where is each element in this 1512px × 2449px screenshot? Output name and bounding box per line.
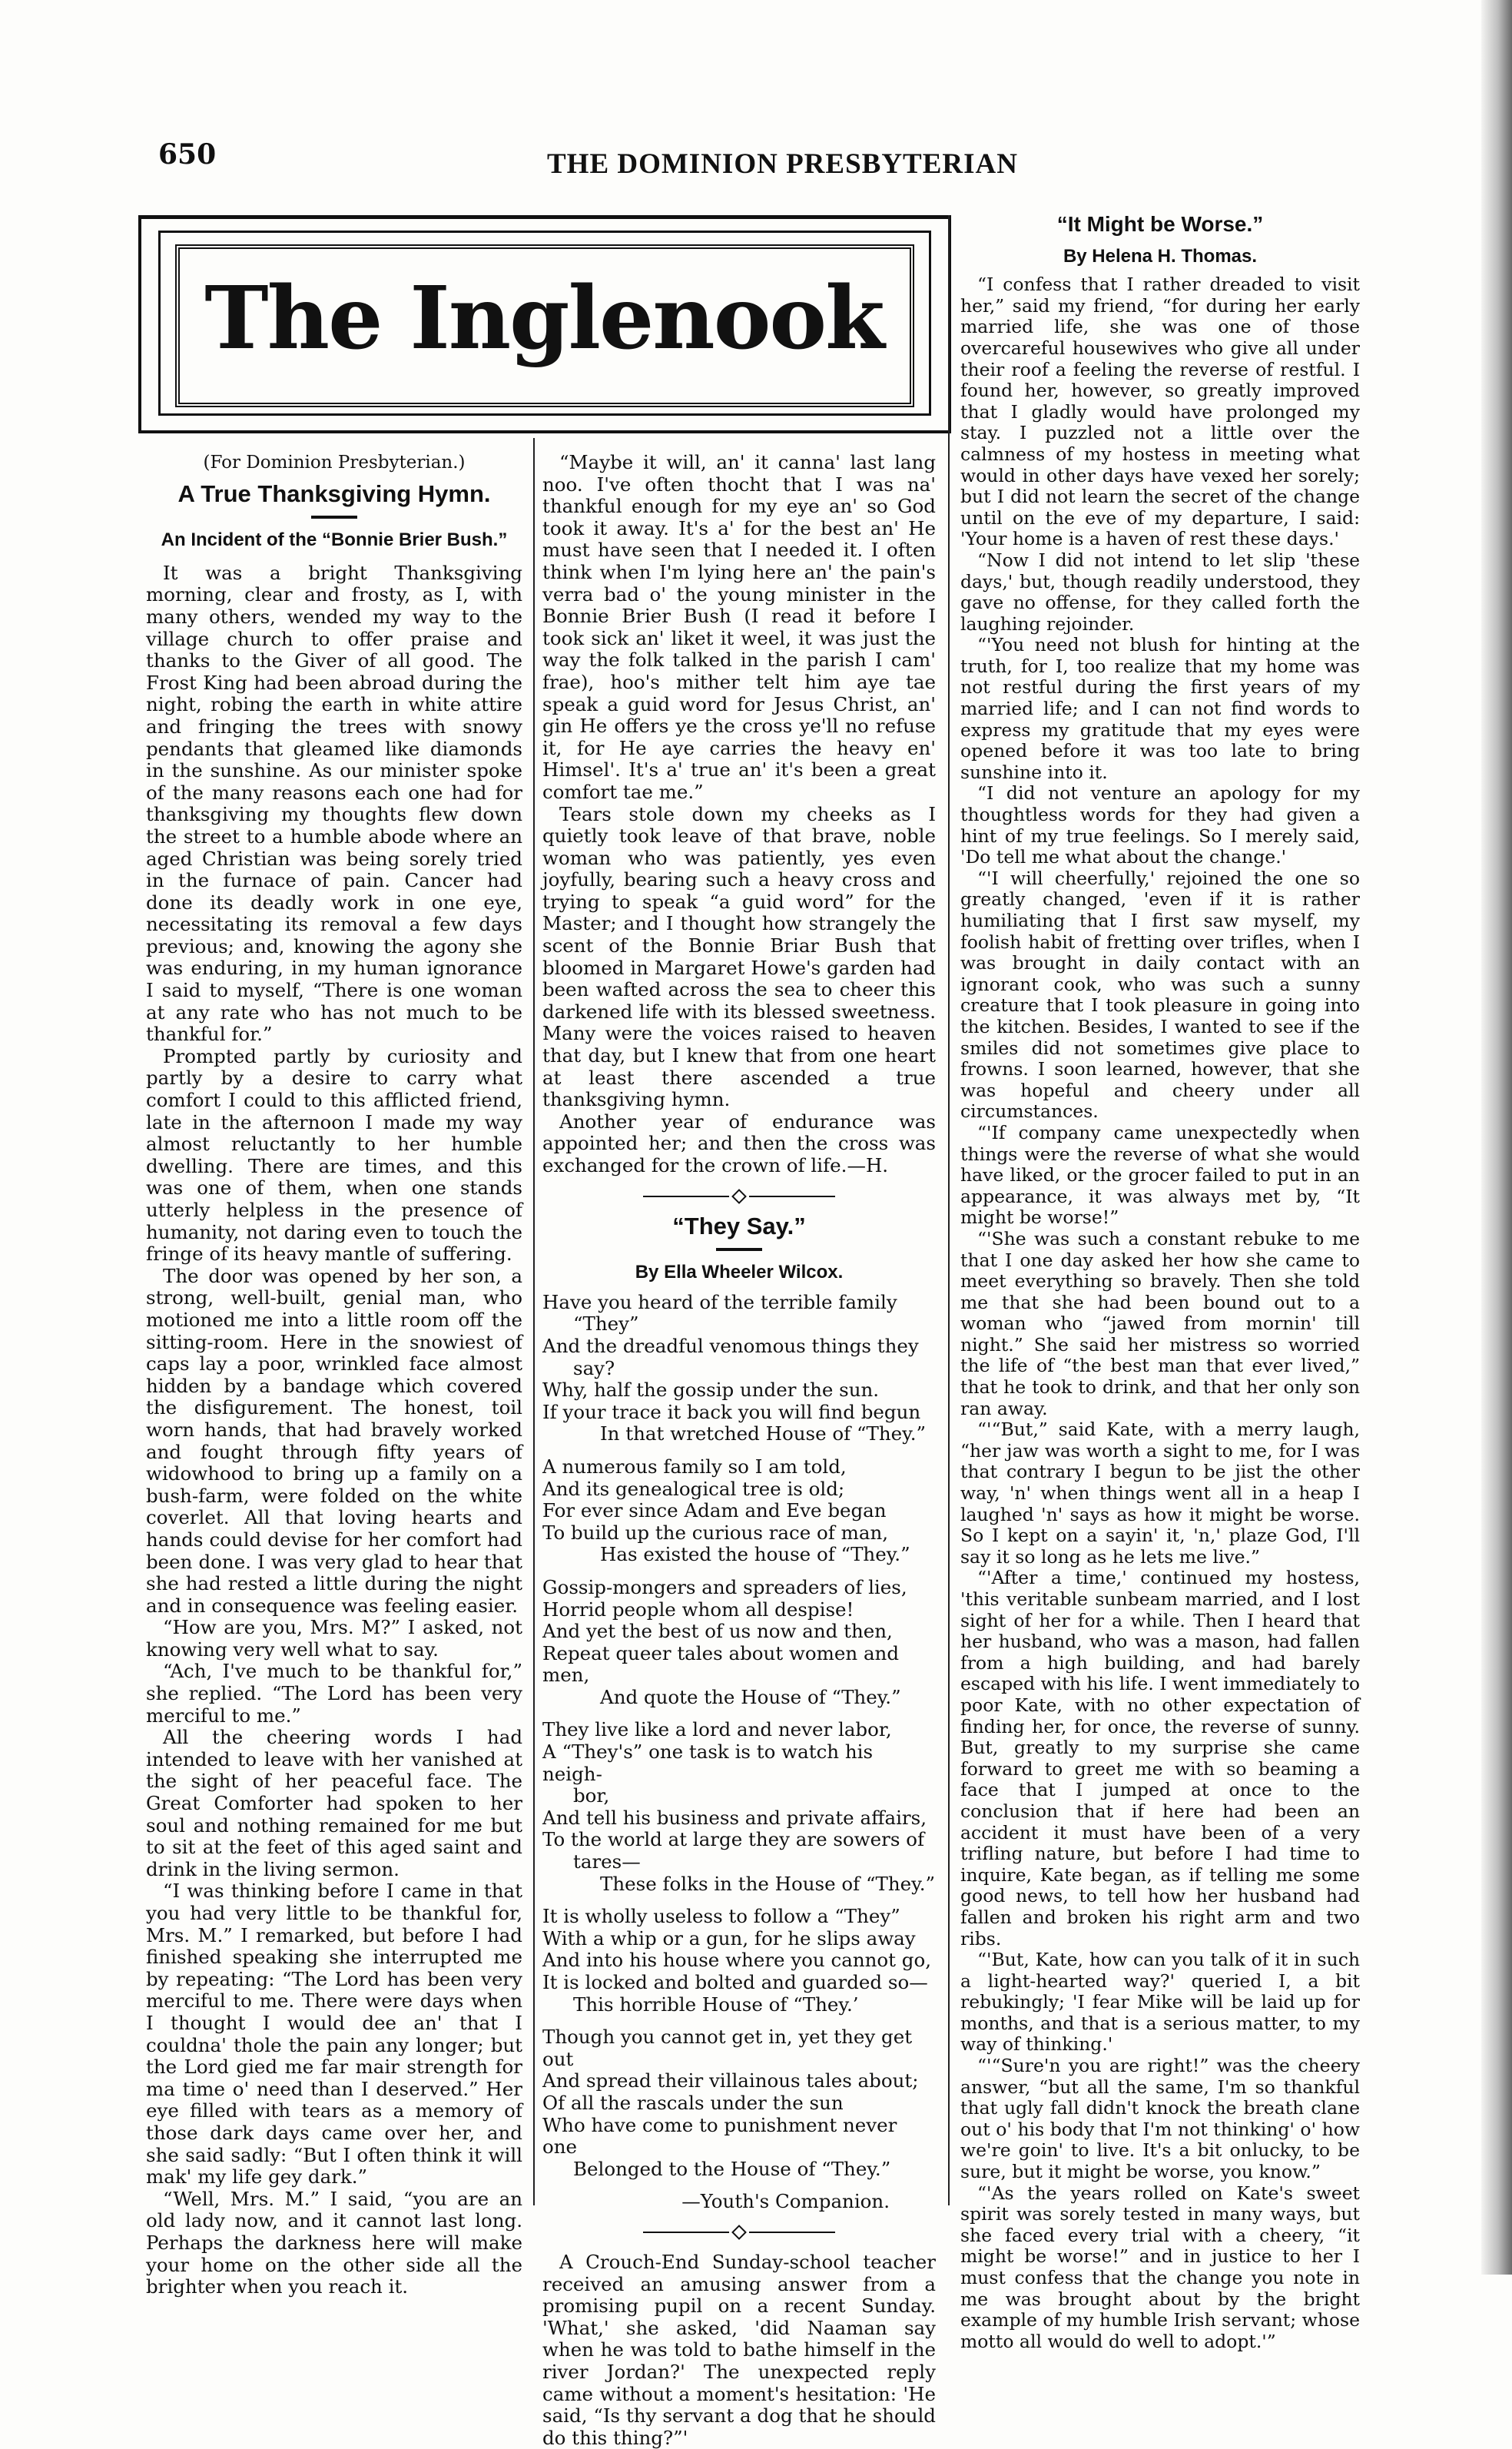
poem-line: Belonged to the House of “They.” [573, 2157, 891, 2180]
paragraph: It was a bright Thanksgiving morning, clear and frosty, as I, with many others, wended my way to the village church to offer praise and thanks to the Giver of all good. The Frost King had been abroad during the night, robing the earth in white attire and fringing the trees with snowy pendants that gleamed like diamonds in the sunshine. As our minister spoke of the many reasons each one had for thanksgiving my thoughts flew down the street to a humble abode where an aged Christian was being sorely tried in the furnace of pain. Cancer had done its deadly work in one eye, necessitating its removal a few days previous; and, knowing the agony she was enduring, in my human ignorance I said to myself, “There is one woman at any rate who has not much to be thankful for.” [146, 561, 522, 1046]
section-masthead: The Inglenook [204, 268, 884, 369]
paragraph: “'As the years rolled on Kate's sweet spirit was sorely tested in many ways, but she faced every trial with a cheery, “it might be worse!” and in justice to her I must confess that the change you note in me was brought about by the bright example of my humble Irish servant; whose motto all would do well to adopt.'” [960, 2182, 1360, 2352]
section-ornament [643, 2227, 835, 2238]
poem-line: And spread their villainous tales about; [542, 2069, 919, 2092]
article-title: “It Might be Worse.” [1056, 212, 1264, 236]
poem-line: tares— [573, 1850, 641, 1873]
paragraph: “'You need not blush for hinting at the truth, for I, too realize that my home was not restful during the first years of my married life; and I can not find words to express my gratitude that my eyes were opened before it was too late to bring sunshine into it. [960, 634, 1360, 783]
poem-line: This horrible House of “They.’ [573, 1993, 859, 2016]
paragraph: “'I will cheerfully,' rejoined the one so greatly changed, 'even if it is rather humiliating that I first saw myself, my foolish habit of fretting over trifles, when I was brought in daily contact with an ignorant cook, who was such a sunny creature that I took pleasure in going into the kitchen. Besides, I wanted to see if the smiles did not sometimes give place to frowns. I soon learned, however, that she was hopeful and cheery under all circumstances. [960, 867, 1360, 1123]
poem-line: Of all the rascals under the sun [542, 2091, 844, 2114]
paragraph: “'“Sure'n you are right!” was the cheery answer, “but all the same, I'm so thankful that ugly fall didn't knock the breath clane out o' his body that I'm not thinking' o' how we're goin' to live. It's a bit onlucky, to be sure, but it might be worse, you know.” [960, 2055, 1360, 2183]
article-credit: (For Dominion Presbyterian.) [203, 453, 466, 473]
article-subtitle: An Incident of the “Bonnie Brier Bush.” [161, 529, 508, 551]
paragraph: “Well, Mrs. M.” I said, “you are an old lady now, and it cannot last long. Perhaps the darkness here will make your home on the other side all the brighter when you reach it. [146, 2187, 522, 2298]
poem-title: “They Say.” [672, 1212, 806, 1239]
poem-attribution: —Youth's Companion. [681, 2190, 890, 2213]
poem-line: If your trace it back you will find begun [542, 1400, 921, 1423]
paragraph: The door was opened by her son, a strong, well-built, genial man, who motioned me into a little room off the sitting-room. Here in the snowiest of caps lay a poor, wrinkled face almost hidden by a bandage which covered the disfigurement. The honest, toil worn hands, that had bravely worked and fought through fifty years of widowhood to bring up a family on a bush-farm, were folded on the white coverlet. All that loving hearts and hands could devise for her comfort had been done. I was very glad to hear that she had rested a little during the night and in consequence was feeling easier. [146, 1264, 522, 1617]
poem-line: In that wretched House of “They.” [600, 1422, 927, 1445]
poem-line: And quote the House of “They.” [600, 1685, 901, 1708]
paragraph: “'She was such a constant rebuke to me that I one day asked her how she came to meet everything so bravely. Then she told me that she had been bound out to a woman who “jawed from mornin' till night.” She said her mistress so worried the life of “the best man that ever lived,” that he took to drink, and that her only son ran away. [960, 1227, 1360, 1419]
poem-stanza [542, 1456, 936, 1566]
poem-line: Has existed the house of “They.” [600, 1543, 910, 1566]
poem-line: They live like a lord and never labor, [542, 1718, 892, 1741]
poem-line: And the dreadful venomous things they [542, 1334, 919, 1357]
column-1 [146, 452, 522, 2298]
paragraph: “'“But,” said Kate, with a merry laugh, “her jaw was worth a sight to me, for I was that contrary I begun to be jist the other way, 'n' when things went all in a heap I laughed 'n' says as how it might be worse. So I kept on a sayin' it, 'n,' plaze God, I'll say it so long as he lets me live.” [960, 1419, 1360, 1568]
paragraph: Another year of endurance was appointed her; and then the cross was exchanged for the crown of life.—H. [542, 1110, 936, 1176]
column-rule [533, 438, 535, 2205]
column-3 [960, 209, 1360, 2352]
poem-line: Repeat queer tales about women and men, [542, 1641, 900, 1687]
poem-line: Why, half the gossip under the sun. [542, 1379, 880, 1402]
poem-line: It is wholly useless to follow a “They” [542, 1905, 900, 1928]
paragraph: “How are you, Mrs. M?” I asked, not knowing very well what to say. [146, 1616, 522, 1661]
poem-line: Have you heard of the terrible family [542, 1290, 897, 1313]
scan-edge-shadow [1481, 0, 1512, 2275]
title-rule [716, 1248, 762, 1251]
poem-line: A “They's” one task is to watch his neigh- [542, 1741, 874, 1785]
poem-line: And yet the best of us now and then, [542, 1620, 893, 1643]
anecdote-paragraph: A Crouch-End Sunday-school teacher received an amusing answer from a promising pupil on a recent Sunday. 'What,' she asked, 'did Naaman say when he was told to bathe himself in the river Jordan?' The unexpected reply came without a moment's hesitation: 'He said, “Is thy servant a dog that he should do this thing?”' [542, 2250, 936, 2449]
running-head: THE DOMINION PRESBYTERIAN [547, 148, 1018, 180]
paragraph: “Now I did not intend to let slip 'these days,' but, though readily understood, they gave no offense, for they called forth the laughing rejoinder. [960, 549, 1360, 635]
paragraph: “'After a time,' continued my hostess, 'this veritable sunbeam married, and I lost sight of her for a while. Then I heard that her husband, who was a mason, had fallen from a high building, and had barely escaped with his life. I went immediately to poor Kate, with no other expectation of finding her, for once, the reverse of sunny. But, greatly to my surprise she came forward to greet me with so beaming a face that I jumped at once to the conclusion that if here had been an accident it must have been of a very trifling nature, but before I had time to inquire, Kate began, as if telling me some good news, to tell how her husband had fallen and broken his right arm and two ribs. [960, 1567, 1360, 1950]
paragraph: “I confess that I rather dreaded to visit her,” said my friend, “for during her early married life, she was one of those overcareful housewives who give all under their roof a feeling the reverse of restful. I found her, however, so greatly improved that I gladly would have prolonged my stay. I puzzled not a little over the calmness of my hostess in meeting what would in other days have vexed her sorely; but I did not learn the secret of the change until on the eve of my departure, I said: 'Your home is a haven of rest these days.' [960, 274, 1360, 550]
poem-byline: By Ella Wheeler Wilcox. [635, 1262, 844, 1283]
article-title: A True Thanksgiving Hymn. [177, 480, 491, 507]
poem-body [542, 1292, 936, 2213]
paragraph: “Ach, I've much to be thankful for,” she replied. “The Lord has been very merciful to me.” [146, 1660, 522, 1727]
article-byline: By Helena H. Thomas. [1063, 245, 1258, 267]
poem-line: To build up the curious race of man, [542, 1521, 889, 1544]
paragraph: “'If company came unexpectedly when things were the reverse of what she would have liked, or the grocer failed to put in an appearance, it was always met by, “It might be worse!” [960, 1121, 1360, 1229]
poem-line: “They” [573, 1312, 639, 1336]
poem-stanza [542, 2026, 936, 2180]
poem-line: And its genealogical tree is old; [542, 1477, 845, 1500]
paragraph: “'But, Kate, how can you talk of it in such a light-hearted way?' queried I, a bit rebukingly; 'I fear Mike will be laid up for months, and that is a serious matter, to my way of thinking.' [960, 1949, 1360, 2056]
title-rule [311, 516, 357, 519]
paragraph: “I was thinking before I came in that you had very little to be thankful for, Mrs. M.” I remarked, but before I had finished speaking she interrupted me by repeating: “The Lord has been very merciful to me. There were days when I thought I would dee an' that I couldna' thole the pain any longer; but the Lord gied me far mair strength for ma time o' need than I deserved.” Her eye filled with tears as a memory of those dark days came over her, and she said sadly: “But I often think it will mak' my life gey dark.” [146, 1880, 522, 2189]
paragraph: Tears stole down my cheeks as I quietly took leave of that brave, noble woman who was patiently, yes even joyfully, bearing such a heavy cross and trying to speak “a guid word” for the Master; and I thought how strangely the scent of the Bonnie Briar Bush that bloomed in Margaret Howe's garden had been wafted across the sea to cheer this darkened life with its blessed sweetness. Many were the voices raised to heaven that day, but I knew that from one heart at least there ascended a true thanksgiving hymn. [542, 802, 936, 1111]
paragraph: All the cheering words I had intended to leave with her vanished at the sight of her peaceful face. The Great Comforter had spoken to her soul and nothing remained for me but to sit at the feet of this aged saint and drink in the living sermon. [146, 1726, 522, 1880]
poem-line: Who have come to punishment never one [542, 2113, 897, 2159]
poem-line: bor, [573, 1784, 610, 1807]
poem-line: say? [573, 1356, 615, 1379]
poem-stanza [542, 1292, 936, 1445]
poem-stanza [542, 1719, 936, 1895]
poem-line: It is locked and bolted and guarded so— [542, 1971, 928, 1993]
poem-line: Horrid people whom all despise! [542, 1598, 854, 1621]
poem-line: Though you cannot get in, yet they get out [542, 2026, 913, 2070]
paragraph: “I did not venture an apology for my thoughtless words for they had given a hint of my true feelings. So I merely said, 'Do tell me what about the change.' [960, 782, 1360, 868]
paragraph: Prompted partly by curiosity and partly by a desire to carry what comfort I could to this afflicted friend, late in the afternoon I made my way almost reluctantly to her humble dwelling. There are times, and this was one of them, when one stands utterly helpless in the presence of humanity, not daring even to touch the fringe of its heavy mantle of suffering. [146, 1044, 522, 1266]
column-rule [948, 215, 950, 2205]
poem-line: Gossip-mongers and spreaders of lies, [542, 1575, 907, 1598]
page-number: 650 [158, 138, 217, 171]
poem-line: To the world at large they are sowers of [542, 1828, 925, 1851]
poem-line: And tell his business and private affairs, [542, 1806, 927, 1829]
paragraph: “Maybe it will, an' it canna' last lang noo. I've often thocht that I was na' thankful enough for my eye an' so God took it away. It's a' for the best an' He must have seen that I needed it. I often think when I'm lying here an' the pain's verra bad o' the young minister in the Bonnie Brier Bush (I read it before I took sick an' liket it weel, it was just the way the folk talked in the parish I cam' frae), hoo's mither telt him aye tae speak a guid word for Jesus Christ, an' gin He offers ye the cross ye'll no refuse it, for He aye carries the heavy en' Himsel'. It's a' true an' it's been a great comfort tae me.” [542, 451, 936, 803]
poem-line: For ever since Adam and Eve began [542, 1499, 887, 1522]
poem-line: And into his house where you cannot go, [542, 1949, 931, 1972]
column-2 [542, 452, 936, 2449]
poem-stanza [542, 1906, 936, 2016]
poem-line: These folks in the House of “They.” [600, 1872, 936, 1895]
section-ornament [643, 1191, 835, 1202]
poem-line: A numerous family so I am told, [542, 1455, 847, 1478]
poem-line: With a whip or a gun, for he slips away [542, 1926, 916, 1950]
poem-stanza [542, 1577, 936, 1709]
